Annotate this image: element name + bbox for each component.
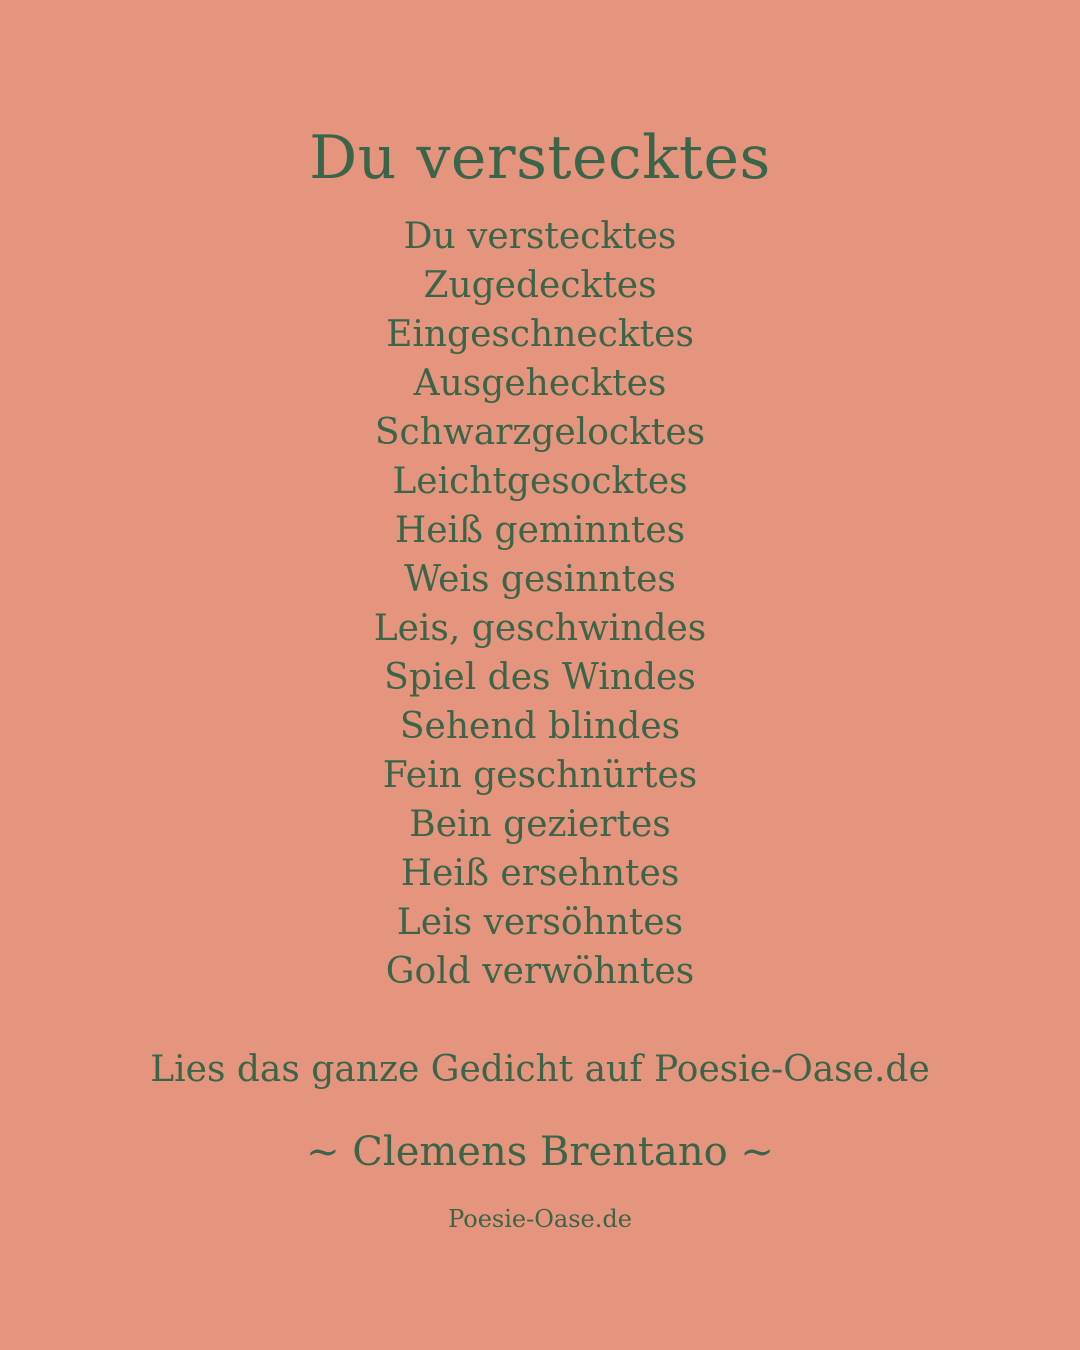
poem-line: Spiel des Windes [384,657,696,698]
poem-line: Bein geziertes [409,804,671,845]
poem-line: Sehend blindes [399,706,681,747]
poem-line: Heiß ersehntes [400,853,680,894]
brand-footer: Poesie-Oase.de [448,1205,632,1233]
poem-line: Leis versöhntes [396,902,684,943]
poem-line: Fein geschnürtes [382,755,698,796]
poem-line: Eingeschnecktes [386,314,694,355]
poem-line: Leis, geschwindes [373,608,707,649]
poem-line: Ausgehecktes [413,363,667,404]
poem-title: Du verstecktes [309,123,771,193]
poem-line: Gold verwöhntes [385,951,695,992]
poem-lines [0,212,1080,996]
author-name: ~ Clemens Brentano ~ [306,1129,774,1175]
poem-line: Schwarzgelocktes [374,412,706,453]
read-full-poem-text: Lies das ganze Gedicht auf Poesie-Oase.de [150,1049,930,1090]
poem-line: Zugedecktes [423,265,657,306]
poem-line: Du verstecktes [403,216,677,257]
poem-line: Weis gesinntes [404,559,676,600]
poem-line: Leichtgesocktes [392,461,688,502]
poem-line: Heiß geminntes [394,510,686,551]
